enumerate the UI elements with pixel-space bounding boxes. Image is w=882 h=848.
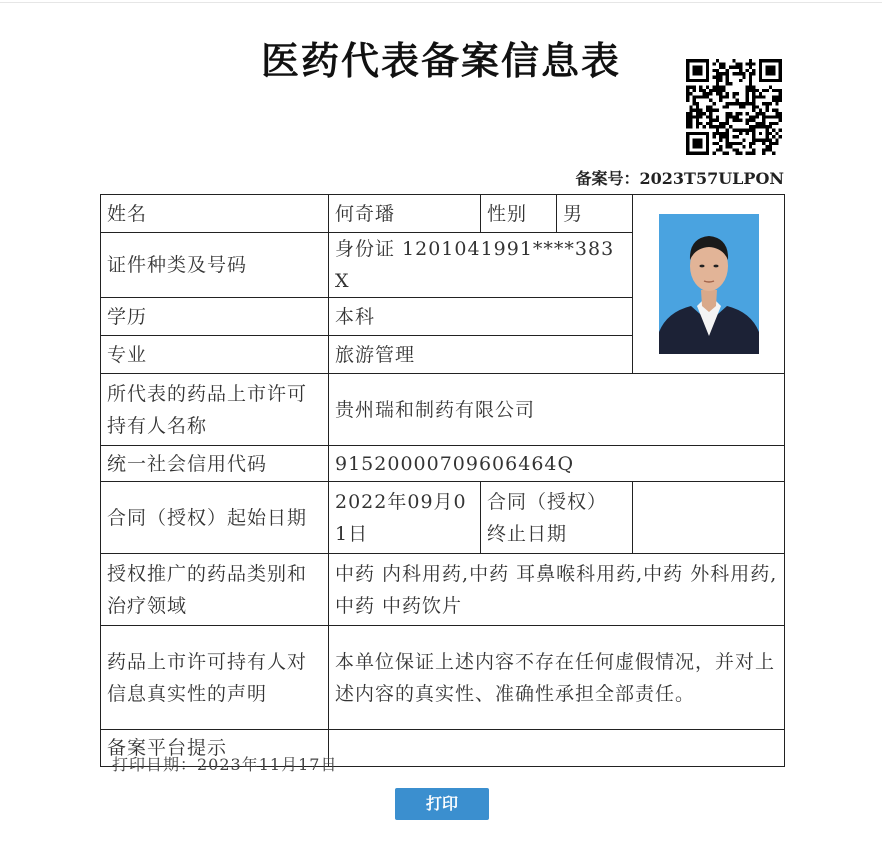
avatar — [659, 214, 759, 354]
id-label: 证件种类及号码 — [101, 233, 329, 298]
declaration-label: 药品上市许可持有人对信息真实性的声明 — [101, 626, 329, 730]
record-number-label: 备案号： — [575, 169, 640, 188]
id-value: 身份证 1201041991****383X — [329, 233, 633, 298]
print-date: 打印日期：2023年11月17日 — [112, 755, 338, 774]
info-table — [100, 194, 785, 767]
table-row — [101, 626, 785, 730]
drug-scope-label: 授权推广的药品类别和治疗领域 — [101, 554, 329, 626]
license-holder-value: 贵州瑞和制药有限公司 — [329, 374, 785, 446]
education-label: 学历 — [101, 298, 329, 336]
contract-start-value: 2022年09月01日 — [329, 482, 481, 554]
gender-label: 性别 — [481, 195, 557, 233]
contract-start-label: 合同（授权）起始日期 — [101, 482, 329, 554]
platform-notice-value — [329, 730, 785, 767]
major-value: 旅游管理 — [329, 336, 633, 374]
major-label: 专业 — [101, 336, 329, 374]
contract-end-label: 合同（授权）终止日期 — [481, 482, 633, 554]
table-row — [101, 195, 785, 233]
table-row — [101, 554, 785, 626]
print-button[interactable]: 打印 — [395, 788, 489, 820]
contract-end-value — [633, 482, 785, 554]
education-value: 本科 — [329, 298, 633, 336]
gender-value: 男 — [557, 195, 633, 233]
name-label: 姓名 — [101, 195, 329, 233]
photo-cell — [633, 195, 785, 374]
table-row — [101, 374, 785, 446]
table-row — [101, 482, 785, 554]
top-divider — [0, 2, 882, 3]
credit-code-label: 统一社会信用代码 — [101, 446, 329, 482]
table-row — [101, 446, 785, 482]
declaration-value: 本单位保证上述内容不存在任何虚假情况，并对上述内容的真实性、准确性承担全部责任。 — [329, 626, 785, 730]
drug-scope-value: 中药 内科用药,中药 耳鼻喉科用药,中药 外科用药,中药 中药饮片 — [329, 554, 785, 626]
qr-code-icon — [686, 59, 782, 155]
page-title: 医药代表备案信息表 — [260, 38, 621, 83]
license-holder-label: 所代表的药品上市许可持有人名称 — [101, 374, 329, 446]
record-number — [575, 166, 784, 189]
credit-code-value: 91520000709606464Q — [329, 446, 785, 482]
name-value: 何奇璠 — [329, 195, 481, 233]
record-number-value: 2023T57ULPON — [639, 169, 784, 188]
platform-notice-label: 备案平台提示 — [101, 730, 329, 767]
